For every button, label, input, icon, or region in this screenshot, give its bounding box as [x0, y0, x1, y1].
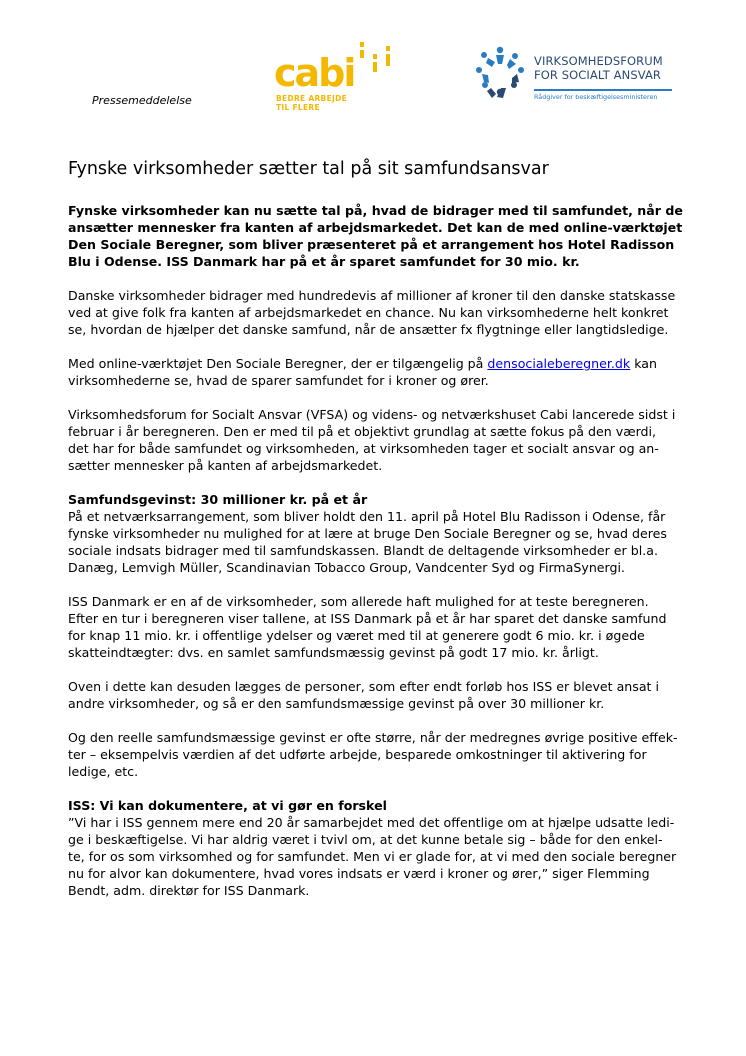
cabi-tagline-line-1: BEDRE ARBEJDE — [276, 94, 348, 103]
paragraph-line: ”Vi har i ISS gennem mere end 20 år samarbejdet med det offentlige om at hjælpe udsatte ledi- — [68, 815, 675, 830]
lead-paragraph — [68, 202, 692, 270]
paragraph-line: Oven i dette kan desuden lægges de personer, som efter endt forløb hos ISS er blevet ansat i — [68, 679, 660, 694]
paragraph-line: sociale indsats bidrager med til samfundskassen. Blandt de deltagende virksomheder er bl.a. — [68, 543, 658, 558]
paragraph-7 — [68, 729, 692, 780]
paragraph-line: På et netværksarrangement, som bliver holdt den 11. april på Hotel Blu Radisson i Odense, får — [68, 509, 666, 524]
section-heading-iss: ISS: Vi kan dokumentere, at vi gør en forskel — [68, 798, 387, 813]
paragraph-1 — [68, 287, 692, 338]
article-title: Fynske virksomheder sætter tal på sit samfundsansvar — [68, 159, 549, 179]
vfsa-name-line-2: FOR SOCIALT ANSVAR — [534, 68, 662, 82]
paragraph-line: det har for både samfundet og virksomheden, at virksomheden tager et socialt ansvar og an- — [68, 441, 659, 456]
paragraph-6 — [68, 678, 692, 712]
paragraph-line: for knap 11 mio. kr. i offentlige ydelser og været med til at generere godt 6 mio. kr. i øgede — [68, 628, 645, 643]
paragraph-line: ge i beskæftigelse. Vi har aldrig været i tvivl om, at det kunne betale sig – både for den enkel- — [68, 832, 663, 847]
people-circle-icon — [474, 44, 526, 102]
lead-line: ansætter mennesker fra kanten af arbejdsmarkedet. Det kan de med online-værktøjet — [68, 220, 683, 235]
paragraph-line: sætter mennesker på kanten af arbejdsmarkedet. — [68, 458, 383, 473]
section-heading-samfundsgevinst: Samfundsgevinst: 30 millioner kr. på et år — [68, 492, 368, 507]
cabi-wordmark: cabi — [274, 51, 355, 95]
paragraph-line: ved at give folk fra kanten af arbejdsmarkedet en chance. Nu kan virksomhederne helt konkret — [68, 305, 669, 320]
paragraph-line: andre virksomheder, og så er den samfundsmæssige gevinst på over 30 millioner kr. — [68, 696, 605, 711]
densocialeberegner-link[interactable]: densocialeberegner.dk — [487, 356, 631, 371]
paragraph-line: te, for os som virksomhed og for samfundet. Men vi er glade for, at vi med den sociale beregner — [68, 849, 677, 864]
vfsa-divider — [534, 89, 672, 91]
paragraph-line: Virksomhedsforum for Socialt Ansvar (VFSA) og videns- og netværkshuset Cabi lancerede sidst i — [68, 407, 676, 422]
vfsa-name-line-1: VIRKSOMHEDSFORUM — [534, 54, 663, 68]
paragraph-line: ISS Danmark er en af de virksomheder, som allerede haft mulighed for at teste beregneren. — [68, 594, 649, 609]
article-body — [68, 158, 692, 916]
paragraph-line: Danske virksomheder bidrager med hundredevis af millioner af kroner til den danske statskasse — [68, 288, 676, 303]
vfsa-name — [534, 54, 663, 82]
cabi-tagline — [276, 94, 347, 112]
link-intro-text: Med online-værktøjet Den Sociale Beregner, der er tilgængelig på — [68, 356, 488, 371]
cabi-tagline-line-2: TIL FLERE — [276, 103, 320, 112]
paragraph-line: ter – eksempelvis værdien af det udførte arbejde, besparede omkostninger til aktivering for — [68, 747, 647, 762]
paragraph-8-quote — [68, 814, 692, 899]
vfsa-logo — [474, 44, 674, 114]
paragraph-line: Danæg, Lemvigh Müller, Scandinavian Tobacco Group, Vandcenter Syd og FirmaSynergi. — [68, 560, 626, 575]
paragraph-line: fynske virksomheder nu mulighed for at lære at bruge Den Sociale Beregner og se, hvad deres — [68, 526, 667, 541]
lead-line: Blu i Odense. ISS Danmark har på et år sparet samfundet for 30 mio. kr. — [68, 254, 580, 269]
paragraph-line: februar i år beregneren. Den er med til på et objektivt grundlag at sætte fokus på den værdi, — [68, 424, 657, 439]
vfsa-subtitle: Rådgiver for beskæftigelsesministeren — [534, 93, 658, 101]
paragraph-line: Og den reelle samfundsmæssige gevinst er ofte større, når der medregnes øvrige positive effek- — [68, 730, 678, 745]
cabi-logo — [274, 42, 394, 122]
paragraph-3 — [68, 406, 692, 474]
press-release-label: Pressemeddelelse — [92, 94, 192, 107]
paragraph-line — [68, 355, 692, 372]
paragraph-line: Efter en tur i beregneren viser tallene, at ISS Danmark på et år har sparet det danske samfund — [68, 611, 667, 626]
paragraph-line: Bendt, adm. direktør for ISS Danmark. — [68, 883, 310, 898]
paragraph-5 — [68, 593, 692, 661]
lead-line: Fynske virksomheder kan nu sætte tal på, hvad de bidrager med til samfundet, når de — [68, 203, 683, 218]
paragraph-line: nu for alvor kan dokumentere, hvad vores indsats er værd i kroner og ører,” siger Flemming — [68, 866, 650, 881]
lead-line: Den Sociale Beregner, som bliver præsenteret på et arrangement hos Hotel Radisson — [68, 237, 675, 252]
paragraph-line: virksomhederne se, hvad de sparer samfundet for i kroner og ører. — [68, 373, 489, 388]
paragraph-line: skatteindtægter: dvs. en samlet samfundsmæssig gevinst på godt 17 mio. kr. årligt. — [68, 645, 599, 660]
paragraph-4 — [68, 508, 692, 576]
paragraph-line: se, hvordan de hjælper det danske samfund, når de ansætter fx flygtninge eller langtidsledige. — [68, 322, 669, 337]
paragraph-2 — [68, 355, 692, 389]
paragraph-line: ledige, etc. — [68, 764, 139, 779]
link-outro-text: kan — [630, 356, 657, 371]
